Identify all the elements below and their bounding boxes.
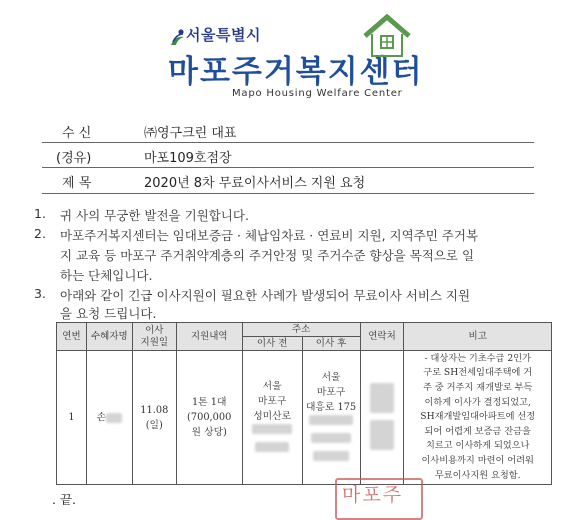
support-table <box>56 322 552 485</box>
cell-support <box>176 351 242 485</box>
cell-before <box>242 351 302 485</box>
table-row <box>57 351 552 485</box>
org-name-small: 서울특별시 <box>186 26 261 44</box>
paragraph-line: 귀 사의 무궁한 발전을 기원합니다. <box>60 208 249 223</box>
house-icon <box>362 14 412 58</box>
date-day: (일) <box>145 419 163 431</box>
paragraph-line: 을 요청 드립니다. <box>60 306 157 321</box>
address-line: 마포구 <box>257 395 287 407</box>
cell-recipient <box>86 351 132 485</box>
org-name-title: 마포주거복지센터 <box>168 54 424 90</box>
redaction <box>106 413 122 423</box>
subject-label: 제 목 <box>62 176 92 191</box>
header-no: 연번 <box>57 323 87 351</box>
divider <box>42 193 534 194</box>
paragraph-line: 하는 단체입니다. <box>60 268 153 283</box>
address-line: 성미산로 <box>253 410 292 422</box>
address-line: 마포구 <box>316 386 346 398</box>
via-label: (경유) <box>56 151 92 166</box>
address-line: 대흥로 175 <box>305 401 357 413</box>
note-line: - 대상자는 기초수급 2인가 <box>424 352 531 364</box>
note-line: 이하게 이사가 결정되었고, <box>424 396 531 408</box>
redaction <box>303 451 360 466</box>
header-recipient: 수혜자명 <box>86 323 132 351</box>
redaction <box>361 383 404 416</box>
redaction <box>243 424 302 439</box>
cell-no: 1 <box>57 351 87 485</box>
header-note: 비고 <box>404 323 552 351</box>
divider <box>42 142 534 143</box>
paragraph-line: 지 교육 등 마포구 주거취약계층의 주거안정 및 주거수준 향상을 목적으로 일 <box>60 248 475 263</box>
to-value: ㈜영구크린 대표 <box>144 126 237 141</box>
redaction <box>361 420 404 453</box>
stamp-text: 마포주 <box>342 484 404 506</box>
redaction <box>243 442 302 457</box>
paragraph-line: 마포주거복지센터는 임대보증금 · 체납임차료 · 연료비 지원, 지역주민 주거복 <box>60 228 479 243</box>
support-line: 원 상당) <box>191 427 227 438</box>
support-line: (700,000 <box>187 412 232 423</box>
note-line: 구로 SH전세임대주택에 거 <box>423 367 533 379</box>
header-move-date-line: 지원일 <box>140 336 169 348</box>
note-line: 무료이사지원 요청함. <box>434 469 521 481</box>
redaction <box>303 415 360 430</box>
paragraph-line: 아래와 같이 긴급 이사지원이 필요한 사례가 발생되어 무료이사 서비스 지원 <box>60 288 471 303</box>
cell-after <box>302 351 360 485</box>
org-name-english: Mapo Housing Welfare Center <box>232 88 403 99</box>
note-line: 이사비용까지 마련이 어려워 <box>421 454 534 466</box>
header-contact: 연락처 <box>360 323 404 351</box>
subject-value: 2020년 8차 무료이사서비스 지원 요청 <box>144 176 366 191</box>
header-address: 주소 <box>242 323 360 337</box>
header-move-date <box>132 323 176 351</box>
cell-note <box>404 351 552 485</box>
header-after: 이사 후 <box>302 337 360 351</box>
recipient-name: 손 <box>96 412 107 423</box>
header-before: 이사 전 <box>242 337 302 351</box>
via-value: 마포109호점장 <box>144 151 232 166</box>
cell-contact <box>360 351 404 485</box>
header-support: 지원내역 <box>176 323 242 351</box>
date-value: 11.08 <box>140 404 169 416</box>
item-number: 1. <box>34 206 46 221</box>
cell-date <box>132 351 176 485</box>
note-line: 주 중 거주지 재개발로 부득 <box>423 382 533 394</box>
closing-text: . 끝. <box>52 492 76 507</box>
seoul-logo-icon <box>170 28 186 46</box>
divider <box>42 167 534 168</box>
to-label: 수 신 <box>62 126 92 141</box>
item-number: 2. <box>34 226 46 241</box>
item-number: 3. <box>34 286 46 301</box>
note-line: SH재개발임대아파트에 선정 <box>420 411 536 423</box>
address-line: 서울 <box>262 380 282 392</box>
note-line: 치르고 이사하게 되었으나 <box>425 440 530 452</box>
redaction <box>303 433 360 448</box>
address-line: 서울 <box>321 371 341 383</box>
header-move-date-line: 이사 <box>145 324 164 336</box>
support-line: 1톤 1대 <box>191 397 227 408</box>
note-line: 되어 어렵게 보증금 잔금을 <box>424 425 531 437</box>
